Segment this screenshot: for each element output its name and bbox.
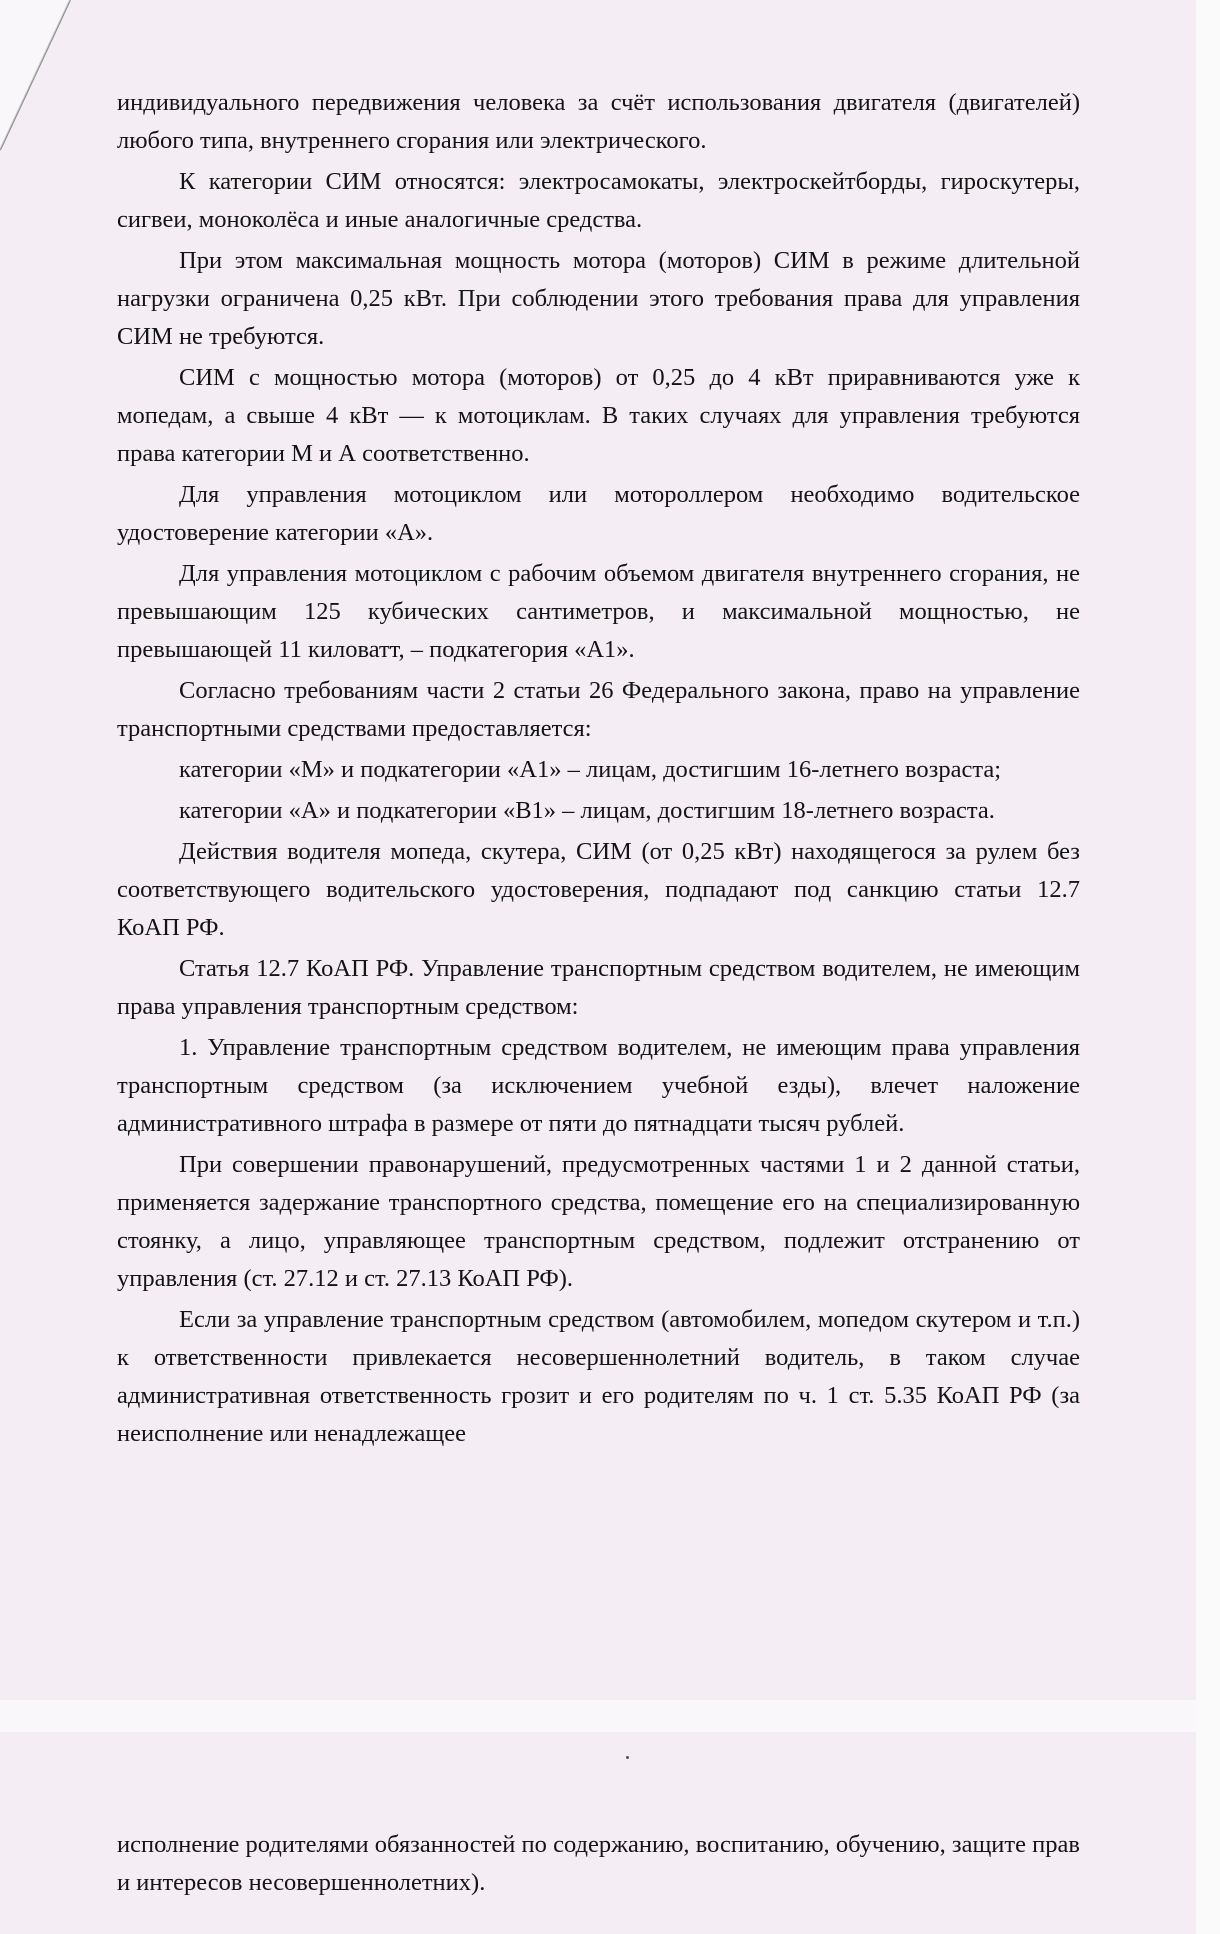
page-fold-mark [0,0,120,190]
paragraph: При этом максимальная мощность мотора (моторов) СИМ в режиме длительной нагрузки ограничена 0,25 кВт. При соблюдении этого требования права для управления СИМ не требуются. [117,247,1080,350]
paragraph: Для управления мотоциклом или мотороллером необходимо водительское удостоверение категории «А». [117,481,1080,546]
paragraph: индивидуального передвижения человека за счёт использования двигателя (двигателей) любого типа, внутреннего сгорания или электрического. [117,89,1080,154]
paragraph: Если за управление транспортным средством (автомобилем, мопедом скутером и т.п.) к ответственности привлекается несовершеннолетний водитель, в таком случае административная ответственность грозит и его родителям по ч. 1 ст. 5.35 КоАП РФ (за неисполнение или ненадлежащее [117,1306,1080,1447]
page-2-body [117,1826,1080,1905]
paragraph: Действия водителя мопеда, скутера, СИМ (от 0,25 кВт) находящегося за рулем без соответствующего водительского удостоверения, подпадают под санкцию статьи 12.7 КоАП РФ. [117,838,1080,941]
scan-margin [1196,0,1220,1934]
list-item: категории «М» и подкатегории «А1» – лицам, достигшим 16-летнего возраста; [179,756,1002,783]
paragraph: Для управления мотоциклом с рабочим объемом двигателя внутреннего сгорания, не превышающим 125 кубических сантиметров, и максимальной мощностью, не превышающей 11 киловатт, – подкатегория «А1». [117,560,1080,663]
paragraph: Согласно требованиям части 2 статьи 26 Федерального закона, право на управление транспортными средствами предоставляется: [117,677,1080,742]
paragraph: 1. Управление транспортным средством водителем, не имеющим права управления транспортным средством (за исключением учебной езды), влечет наложение административного штрафа в размере от пяти до пятнадцати тысяч рублей. [117,1034,1080,1137]
paragraph: Статья 12.7 КоАП РФ. Управление транспортным средством водителем, не имеющим права управления транспортным средством: [117,955,1080,1020]
paragraph: исполнение родителями обязанностей по содержанию, воспитанию, обучению, защите прав и интересов несовершеннолетних). [117,1831,1080,1896]
paragraph: СИМ с мощностью мотора (моторов) от 0,25 до 4 кВт приравниваются уже к мопедам, а свыше 4 кВт — к мотоциклам. В таких случаях для управления требуются права категории М и А соответственно. [117,364,1080,467]
list-item: категории «А» и подкатегории «В1» – лицам, достигшим 18-летнего возраста. [179,797,995,824]
scan-speck [626,1756,629,1759]
paragraph: К категории СИМ относятся: электросамокаты, электроскейтборды, гироскутеры, сигвеи, моноколёса и иные аналогичные средства. [117,168,1080,233]
paragraph: При совершении правонарушений, предусмотренных частями 1 и 2 данной статьи, применяется задержание транспортного средства, помещение его на специализированную стоянку, а лицо, управляющее транспортным средством, подлежит отстранению от управления (ст. 27.12 и ст. 27.13 КоАП РФ). [117,1151,1080,1292]
page-1-body [117,84,1080,1456]
page-separator [0,1700,1220,1732]
